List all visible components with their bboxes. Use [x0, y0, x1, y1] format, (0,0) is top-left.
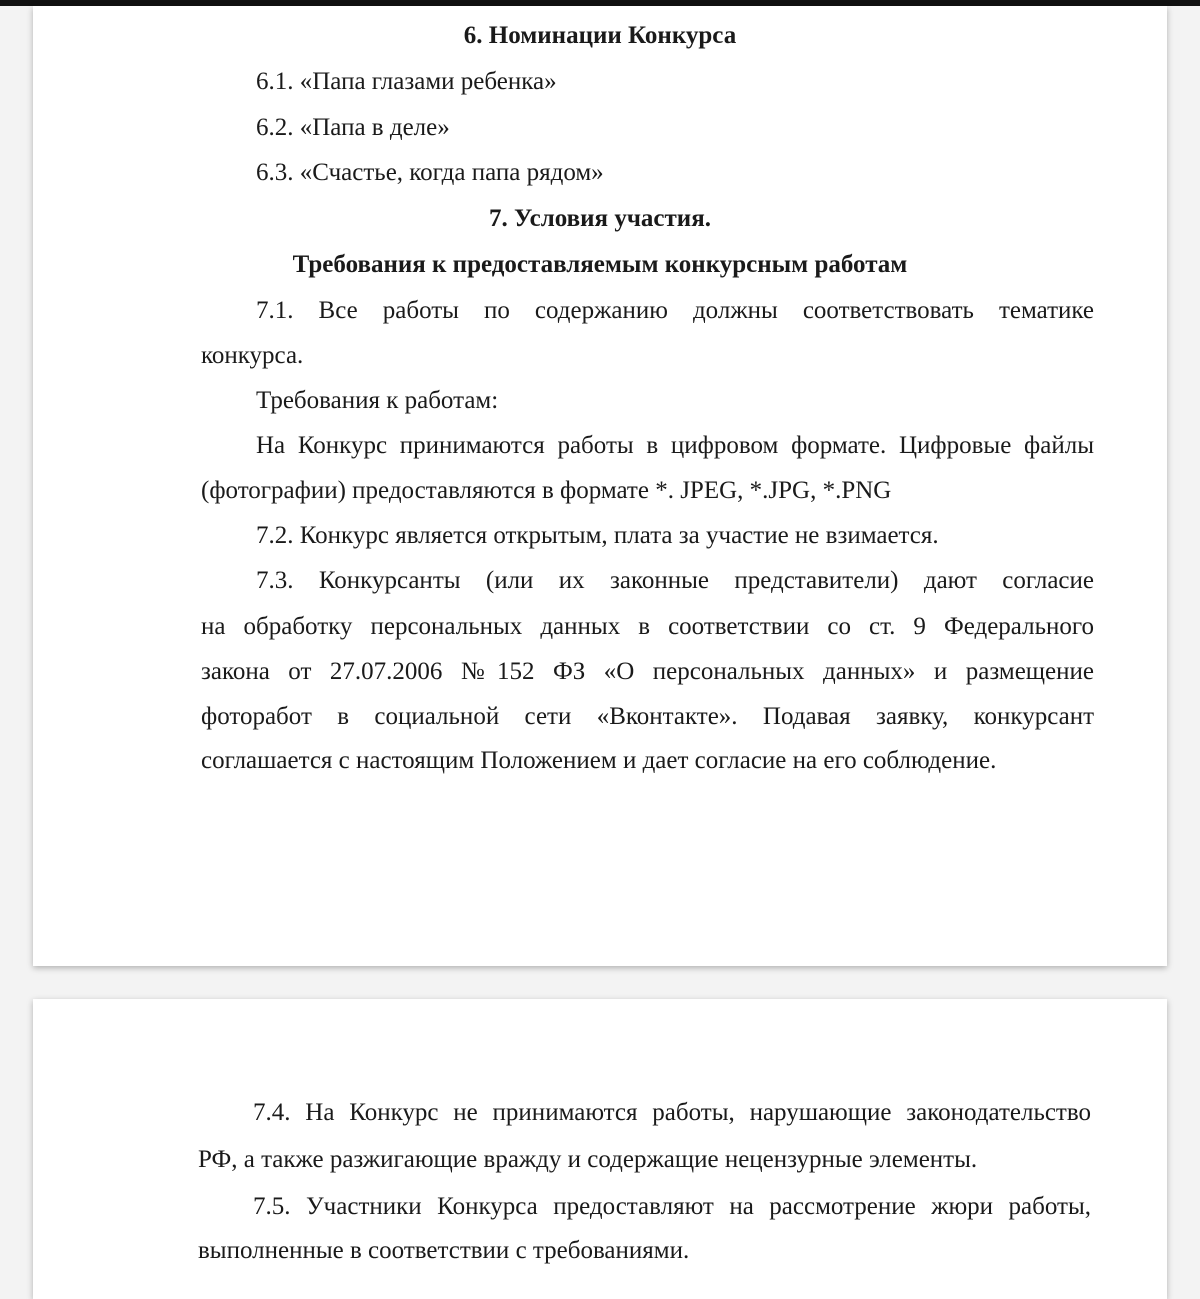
section-7-subheading: Требования к предоставляемым конкурсным работам	[292, 251, 908, 278]
paragraph-7-5-line-1: 7.5. Участники Конкурса предоставляют на рассмотрение жюри работы,	[253, 1193, 1091, 1220]
section-6-heading: 6. Номинации Конкурса	[463, 22, 737, 49]
paragraph-7-4-line-1: 7.4. На Конкурс не принимаются работы, нарушающие законодательство	[253, 1099, 1091, 1126]
nomination-6-1: 6.1. «Папа глазами ребенка»	[256, 68, 557, 95]
paragraph-7-3-line-4: фоторабот в социальной сети «Вконтакте». Подавая заявку, конкурсант	[201, 703, 1094, 730]
nomination-6-3: 6.3. «Счастье, когда папа рядом»	[256, 159, 604, 186]
paragraph-7-3-line-2: на обработку персональных данных в соответствии со ст. 9 Федерального	[201, 613, 1094, 640]
paragraph-7-3-line-3: закона от 27.07.2006 №152 ФЗ «О персональных данных» и размещение	[201, 658, 1094, 685]
paragraph-7-5-line-2: выполненные в соответствии с требованиями.	[198, 1237, 690, 1264]
requirements-title: Требования к работам:	[256, 387, 499, 414]
document-page-1	[33, 6, 1167, 966]
nomination-6-2: 6.2. «Папа в деле»	[256, 114, 450, 141]
paragraph-7-3-line-5: соглашается с настоящим Положением и дает согласие на его соблюдение.	[201, 747, 997, 774]
section-7-heading: 7. Условия участия.	[489, 205, 711, 232]
paragraph-7-1-line-2: конкурса.	[201, 342, 304, 369]
paragraph-7-4-line-2: РФ, а также разжигающие вражду и содержащие нецензурные элементы.	[198, 1146, 978, 1173]
paragraph-7-3-line-1: 7.3. Конкурсанты (или их законные представители) дают согласие	[256, 567, 1094, 594]
document-page-2	[33, 999, 1167, 1299]
paragraph-7-2: 7.2. Конкурс является открытым, плата за участие не взимается.	[256, 522, 939, 549]
requirements-text-line-2: (фотографии) предоставляются в формате *. JPEG, *.JPG, *.PNG	[201, 477, 892, 504]
paragraph-7-1-line-1: 7.1. Все работы по содержанию должны соответствовать тематике	[256, 297, 1094, 324]
requirements-text-line-1: На Конкурс принимаются работы в цифровом формате. Цифровые файлы	[256, 432, 1094, 459]
